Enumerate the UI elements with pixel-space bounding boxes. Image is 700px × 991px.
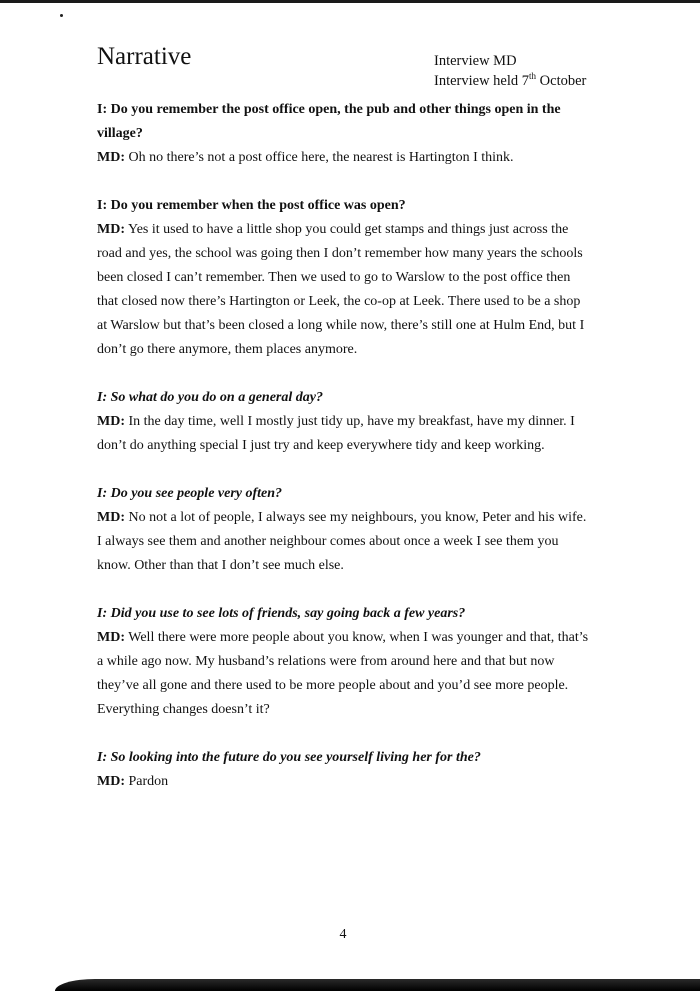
exchange bbox=[97, 482, 592, 578]
exchange bbox=[97, 194, 592, 362]
question: I: Do you remember the post office open, the pub and other things open in the village? bbox=[97, 102, 561, 141]
speaker-label: MD: bbox=[97, 630, 125, 645]
interview-label: Interview MD bbox=[434, 53, 517, 69]
speaker-label: MD: bbox=[97, 774, 125, 789]
scan-edge-top bbox=[0, 0, 700, 3]
question: I: So looking into the future do you see yourself living her for the? bbox=[97, 750, 481, 765]
page-number: 4 bbox=[339, 927, 347, 942]
exchange bbox=[97, 98, 592, 170]
interview-date: Interview held 7th October bbox=[434, 71, 587, 89]
speaker-label: MD: bbox=[97, 222, 125, 237]
scan-speck bbox=[60, 14, 63, 17]
scan-edge-bottom bbox=[55, 979, 700, 991]
interview-meta bbox=[434, 51, 586, 91]
answer: MD: Pardon bbox=[97, 774, 169, 789]
exchange bbox=[97, 746, 592, 794]
answer: MD: Well there were more people about you know, when I was younger and that, that’s a while ago now. My husband’s relations were from around here and that but now they’ve all gone and there used to be more people about and you’d see more people. Everything changes doesn’t it? bbox=[97, 630, 589, 717]
speaker-label: MD: bbox=[97, 150, 125, 165]
speaker-label: MD: bbox=[97, 510, 125, 525]
answer: MD: Yes it used to have a little shop you could get stamps and things just across the road and yes, the school was going then I don’t remember how many years the schools been closed I can’t remember. Then we used to go to Warslow to the post office then that closed now there’s Hartington or Leek, the co-op at Leek. There used to be a shop at Warslow but that’s been closed a long while now, there’s still one at Hulm End, but I don’t go there anymore, them places anymore. bbox=[97, 222, 585, 357]
question: I: So what do you do on a general day? bbox=[97, 390, 323, 405]
page-title: Narrative bbox=[97, 43, 192, 70]
exchange bbox=[97, 386, 592, 458]
question: I: Do you see people very often? bbox=[97, 486, 283, 501]
answer: MD: Oh no there’s not a post office here, the nearest is Hartington I think. bbox=[97, 150, 514, 165]
answer: MD: No not a lot of people, I always see my neighbours, you know, Peter and his wife. I always see them and another neighbour comes about once a week I see them you know. Other than that I don’t see much else. bbox=[97, 510, 587, 573]
question: I: Do you remember when the post office was open? bbox=[97, 198, 406, 213]
speaker-label: MD: bbox=[97, 414, 125, 429]
exchange bbox=[97, 602, 592, 722]
transcript bbox=[97, 98, 592, 818]
answer: MD: In the day time, well I mostly just tidy up, have my breakfast, have my dinner. I don’t do anything special I just try and keep everywhere tidy and keep working. bbox=[97, 414, 575, 453]
question: I: Did you use to see lots of friends, say going back a few years? bbox=[97, 606, 466, 621]
